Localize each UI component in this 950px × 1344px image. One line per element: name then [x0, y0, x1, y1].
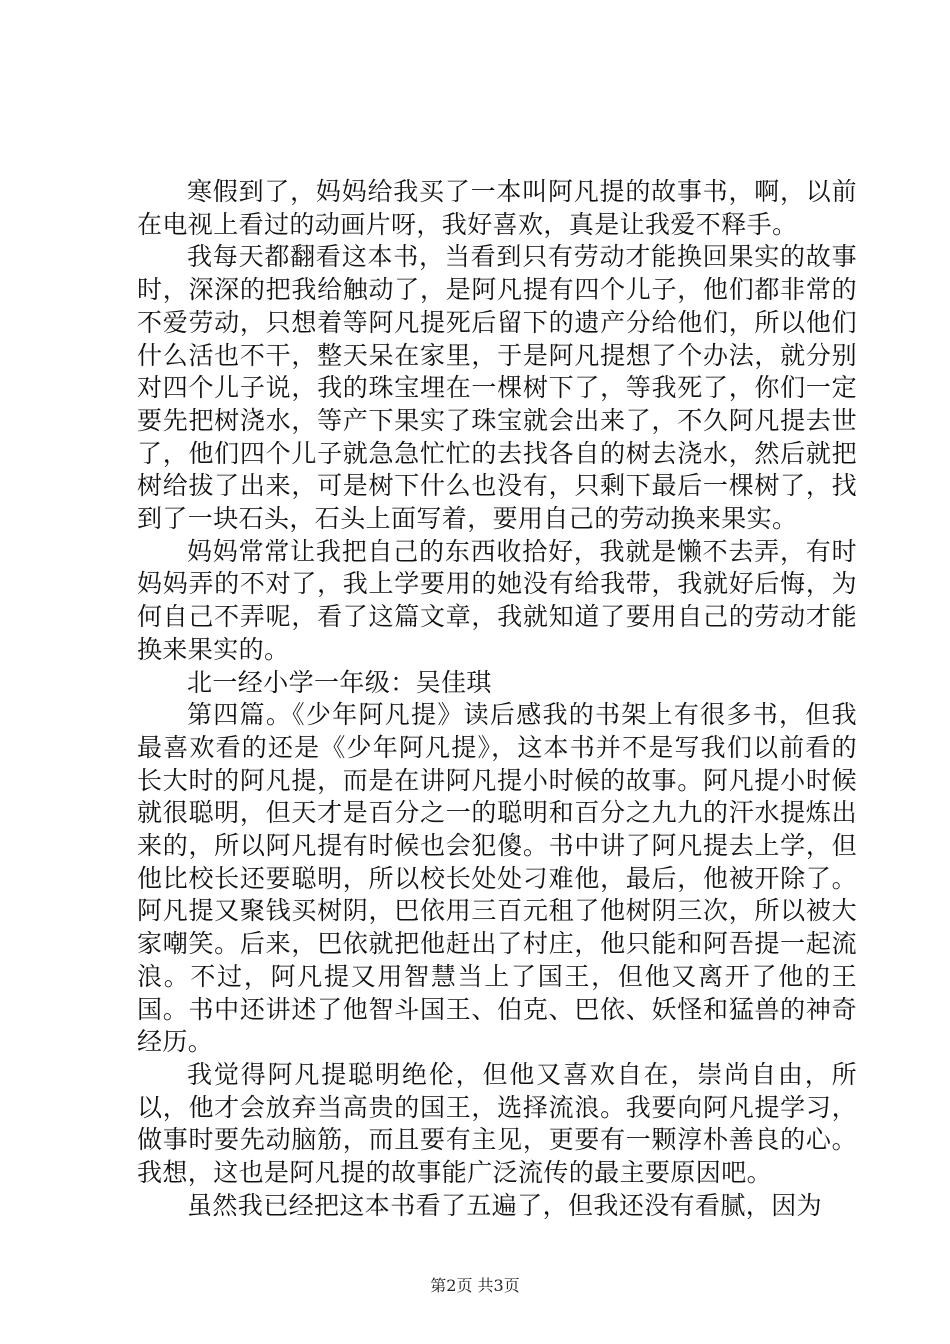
paragraph-1: 寒假到了，妈妈给我买了一本叫阿凡提的故事书，啊，以前在电视上看过的动画片呀，我好喜欢，真是让我爱不释手。	[137, 177, 857, 239]
page-footer: 第2页 共3页	[430, 1276, 520, 1295]
paragraph-3: 妈妈常常让我把自己的东西收拾好，我就是懒不去弄，有时妈妈弄的不对了，我上学要用的她没有给我带，我就好后悔，为何自己不弄呢，看了这篇文章，我就知道了要用自己的劳动才能换来果实的。	[137, 536, 857, 664]
paragraph-5: 我觉得阿凡提聪明绝伦，但他又喜欢自在，崇尚自由，所以，他才会放弃当高贵的国王，选择流浪。我要向阿凡提学习，做事时要先动脑筋，而且要有主见，更要有一颗淳朴善良的心。我想，这也是阿凡提的故事能广泛流传的最主要原因吧。	[137, 1059, 857, 1188]
document-body	[137, 176, 857, 1223]
paragraph-4: 第四篇。《少年阿凡提》读后感我的书架上有很多书，但我最喜欢看的还是《少年阿凡提》，这本书并不是写我们以前看的长大时的阿凡提，而是在讲阿凡提小时候的故事。阿凡提小时候就很聪明，但天才是百分之一的聪明和百分之九九的汗水提炼出来的，所以阿凡提有时候也会犯傻。书中讲了阿凡提去上学，但他比校长还要聪明，所以校长处处刁难他，最后，他被开除了。阿凡提又聚钱买树阴，巴依用三百元租了他树阴三次，所以被大家嘲笑。后来，巴依就把他赶出了村庄，他只能和阿吾提一起流浪。不过，阿凡提又用智慧当上了国王，但他又离开了他的王国。书中还讲述了他智斗国王、伯克、巴依、妖怪和猛兽的神奇经历。	[137, 700, 857, 1057]
paragraph-2: 我每天都翻看这本书，当看到只有劳动才能换回果实的故事时，深深的把我给触动了，是阿凡提有四个儿子，他们都非常的不爱劳动，只想着等阿凡提死后留下的遗产分给他们，所以他们什么活也不干，整天呆在家里，于是阿凡提想了个办法，就分别对四个儿子说，我的珠宝埋在一棵树下了，等我死了，你们一定要先把树浇水，等产下果实了珠宝就会出来了，不久阿凡提去世了，他们四个儿子就急急忙忙的去找各自的树去浇水，然后就把树给拔了出来，可是树下什么也没有，只剩下最后一棵树了，找到了一块石头，石头上面写着，要用自己的劳动换来果实。	[137, 242, 857, 534]
paragraph-6: 虽然我已经把这本书看了五遍了，但我还没有看腻，因为	[187, 1190, 823, 1220]
author-line: 北一经小学一年级：吴佳琪	[187, 667, 492, 697]
